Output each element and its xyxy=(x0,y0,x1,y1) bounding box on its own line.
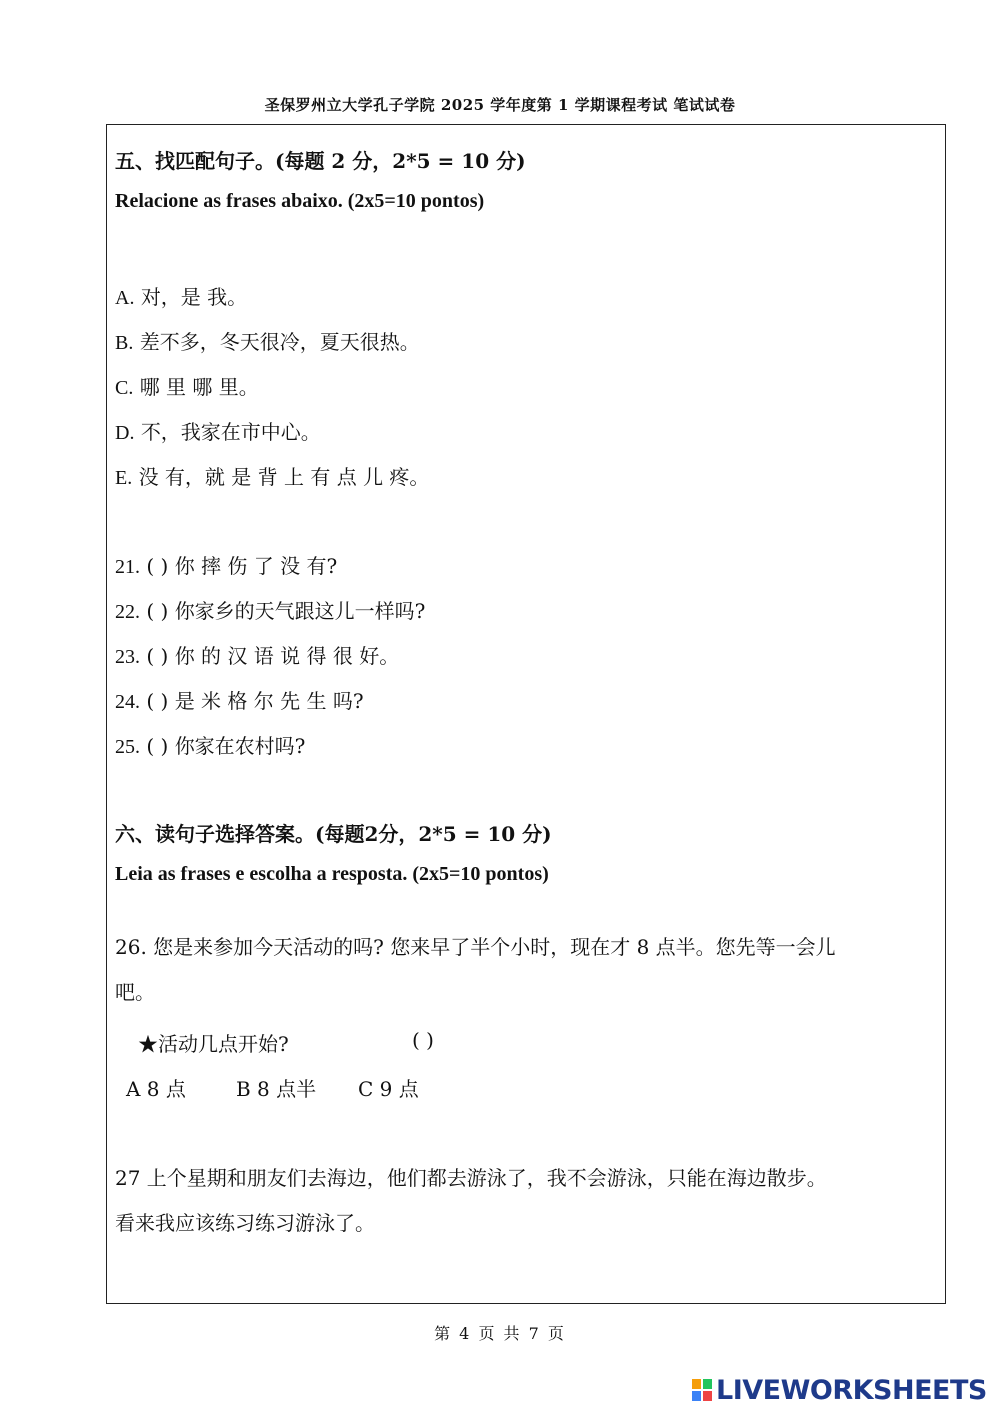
question-text: 你 的 汉 语 说 得 很 好。 xyxy=(174,644,400,668)
section5-subtitle: Relacione as frases abaixo. (2x5=10 pontos) xyxy=(115,190,485,212)
answer-blank[interactable]: ( ) xyxy=(146,554,169,578)
question-text: 你家在农村吗? xyxy=(174,734,306,758)
question-25 xyxy=(115,730,305,759)
option-text: 对，是 我。 xyxy=(140,285,248,309)
option-d xyxy=(115,416,321,445)
question-23 xyxy=(115,640,399,669)
choice-a: A 8 点 xyxy=(126,1077,186,1101)
option-text: 哪 里 哪 里。 xyxy=(139,375,259,399)
option-letter: E. xyxy=(115,467,133,489)
question-21 xyxy=(115,550,337,579)
question-number: 22. xyxy=(115,601,140,623)
question-27-text-cont: 看来我应该练习练习游泳了。 xyxy=(115,1211,375,1235)
question-number: 25. xyxy=(115,736,140,758)
logo-blocks-icon xyxy=(692,1379,712,1401)
question-26-prompt: ★活动几点开始? xyxy=(138,1032,289,1056)
logo-text: LIVEWORKSHEETS xyxy=(716,1374,987,1406)
question-text: 你家乡的天气跟这儿一样吗? xyxy=(174,599,426,623)
exam-header: 圣保罗州立大学孔子学院 2025 学年度第 1 学期课程考试 笔试试卷 xyxy=(264,96,736,114)
option-b xyxy=(115,326,420,355)
question-text: 你 摔 伤 了 没 有? xyxy=(174,554,338,578)
option-text: 不，我家在市中心。 xyxy=(140,420,321,444)
answer-blank[interactable]: ( ) xyxy=(146,644,169,668)
option-letter: D. xyxy=(115,422,135,444)
option-letter: A. xyxy=(115,287,135,309)
question-26-answer-blank[interactable]: ( ) xyxy=(412,1028,434,1052)
option-text: 没 有，就 是 背 上 有 点 儿 疼。 xyxy=(138,465,430,489)
option-c xyxy=(115,371,259,400)
page-number: 第 4 页 共 7 页 xyxy=(434,1324,566,1343)
option-a xyxy=(115,281,247,310)
section6-title: 六、读句子选择答案。(每题2分，2*5 = 10 分) xyxy=(115,822,552,846)
choice-b: B 8 点半 xyxy=(236,1077,317,1101)
option-letter: C. xyxy=(115,377,134,399)
answer-blank[interactable]: ( ) xyxy=(146,689,169,713)
question-number: 23. xyxy=(115,646,140,668)
question-26-text-cont: 吧。 xyxy=(115,980,155,1004)
choice-c: C 9 点 xyxy=(358,1077,419,1101)
question-number: 24. xyxy=(115,691,140,713)
option-e xyxy=(115,461,429,490)
section6-subtitle: Leia as frases e escolha a resposta. (2x5=10 pontos) xyxy=(115,863,549,885)
answer-blank[interactable]: ( ) xyxy=(146,599,169,623)
answer-blank[interactable]: ( ) xyxy=(146,734,169,758)
section5-title: 五、找匹配句子。(每题 2 分，2*5 = 10 分) xyxy=(115,149,526,173)
question-number: 21. xyxy=(115,556,140,578)
question-text: 是 米 格 尔 先 生 吗? xyxy=(174,689,364,713)
liveworksheets-logo xyxy=(692,1372,987,1408)
question-26-text: 26. 您是来参加今天活动的吗? 您来早了半个小时，现在才 8 点半。您先等一会儿 xyxy=(115,935,836,959)
question-22 xyxy=(115,595,425,624)
option-text: 差不多，冬天很冷，夏天很热。 xyxy=(139,330,420,354)
question-27-text: 27 上个星期和朋友们去海边，他们都去游泳了，我不会游泳，只能在海边散步。 xyxy=(115,1166,827,1190)
question-24 xyxy=(115,685,364,714)
option-letter: B. xyxy=(115,332,134,354)
